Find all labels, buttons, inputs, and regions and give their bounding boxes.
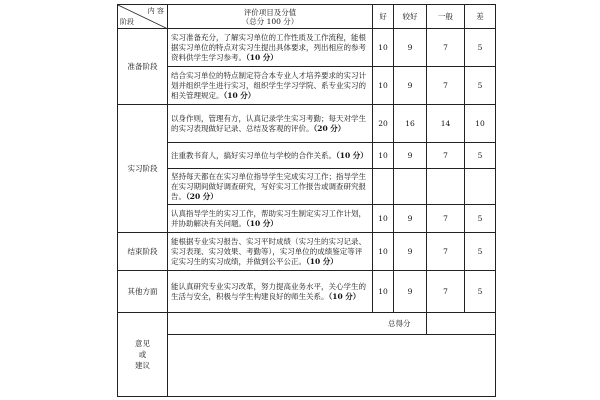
score-fairly-good: 9 [394,29,427,67]
opinion-label-cell [118,313,168,397]
score-good: 10 [373,271,394,313]
header-grade-poor: 差 [465,5,496,29]
opinion-label-line1: 意见 [135,339,150,348]
score-average: 7 [427,271,465,313]
table-row [118,29,496,67]
stage-internship: 实习阶段 [118,105,168,233]
score-poor: 5 [465,143,496,169]
item-text: 坚持每天都在在实习单位指导学生完成实习工作；指导学生在实习期间做好调查研究，写好实习工作报告或调查研究报告。（20 分） [168,169,373,205]
score-good: 10 [373,233,394,271]
opinion-field[interactable] [168,335,496,397]
header-corner-cell [118,5,168,29]
score-poor: 5 [465,233,496,271]
score-good: 10 [373,29,394,67]
score-average [427,169,465,205]
header-total: （总分 100 分） [241,16,299,26]
stage-prep: 准备阶段 [118,29,168,105]
table-header-row [118,5,496,29]
table-row [118,143,496,169]
score-good [373,169,394,205]
table-row [118,271,496,313]
score-fairly-good: 9 [394,271,427,313]
item-text: 能根据专业实习报告、实习平时成绩（实习生的实习记录、实习表现、实习效果、考勤等），实习单位的成绩鉴定等评定实习生的实习成绩，并做到公平公正。（10 分） [168,233,373,271]
score-average: 7 [427,29,465,67]
header-grade-good: 好 [373,5,394,29]
item-text: 以身作则，管理有方，认真记录学生实习考勤；每天对学生的实习表现做好记录、总结及客观的评价。（20 分） [168,105,373,143]
table-row [118,233,496,271]
table-row [118,105,496,143]
header-title-cell [168,5,373,29]
stage-other: 其他方面 [118,271,168,313]
score-fairly-good [394,169,427,205]
score-fairly-good: 16 [394,105,427,143]
score-poor: 5 [465,205,496,233]
score-poor: 10 [465,105,496,143]
item-text: 注重教书育人，搞好实习单位与学校的合作关系。（10 分） [168,143,373,169]
total-label: 总得分 [373,313,427,335]
score-poor: 5 [465,67,496,105]
score-poor [465,169,496,205]
score-good: 10 [373,67,394,105]
table-row [118,205,496,233]
corner-label-stage: 阶段 [120,18,134,26]
score-good: 20 [373,105,394,143]
opinion-label-line2: 或 [138,350,147,359]
table-row [118,67,496,105]
score-average: 14 [427,105,465,143]
score-average: 7 [427,143,465,169]
score-good: 10 [373,143,394,169]
score-fairly-good: 9 [394,67,427,105]
stage-conclusion: 结束阶段 [118,233,168,271]
evaluation-form [117,4,495,397]
score-good: 10 [373,205,394,233]
score-average: 7 [427,233,465,271]
opinion-label-line3: 建议 [135,361,150,370]
score-average: 7 [427,67,465,105]
total-spacer [168,313,373,335]
corner-label-content: 内 容 [147,7,164,15]
evaluation-table [117,4,496,397]
item-text: 实习准备充分，了解实习单位的工作性质及工作流程，能根据实习单位的特点对实习生提出具体要求，列出相应的参考资料供学生学习参考。（10 分） [168,29,373,67]
header-title: 评价项目及分值 [243,7,297,17]
score-fairly-good: 9 [394,233,427,271]
total-score-field[interactable] [427,313,496,335]
header-grade-average: 一般 [427,5,465,29]
table-row [118,169,496,205]
score-poor: 5 [465,29,496,67]
score-fairly-good: 9 [394,205,427,233]
header-grade-fairly-good: 较好 [394,5,427,29]
total-row [118,313,496,335]
score-poor: 5 [465,271,496,313]
score-average: 7 [427,205,465,233]
item-text: 能认真研究专业实习改革，努力提高业务水平，关心学生的生活与安全，积极与学生构建良好的师生关系。（10 分） [168,271,373,313]
score-fairly-good: 9 [394,143,427,169]
item-text: 结合实习单位的特点制定符合本专业人才培养要求的实习计划并组织学生进行实习，组织学生学习学院、系专业实习的相关管理规定。（10 分） [168,67,373,105]
opinion-row [118,335,496,397]
item-text: 认真指导学生的实习工作，帮助实习生制定实习工作计划，并协助解决有关问题。（10 分） [168,205,373,233]
